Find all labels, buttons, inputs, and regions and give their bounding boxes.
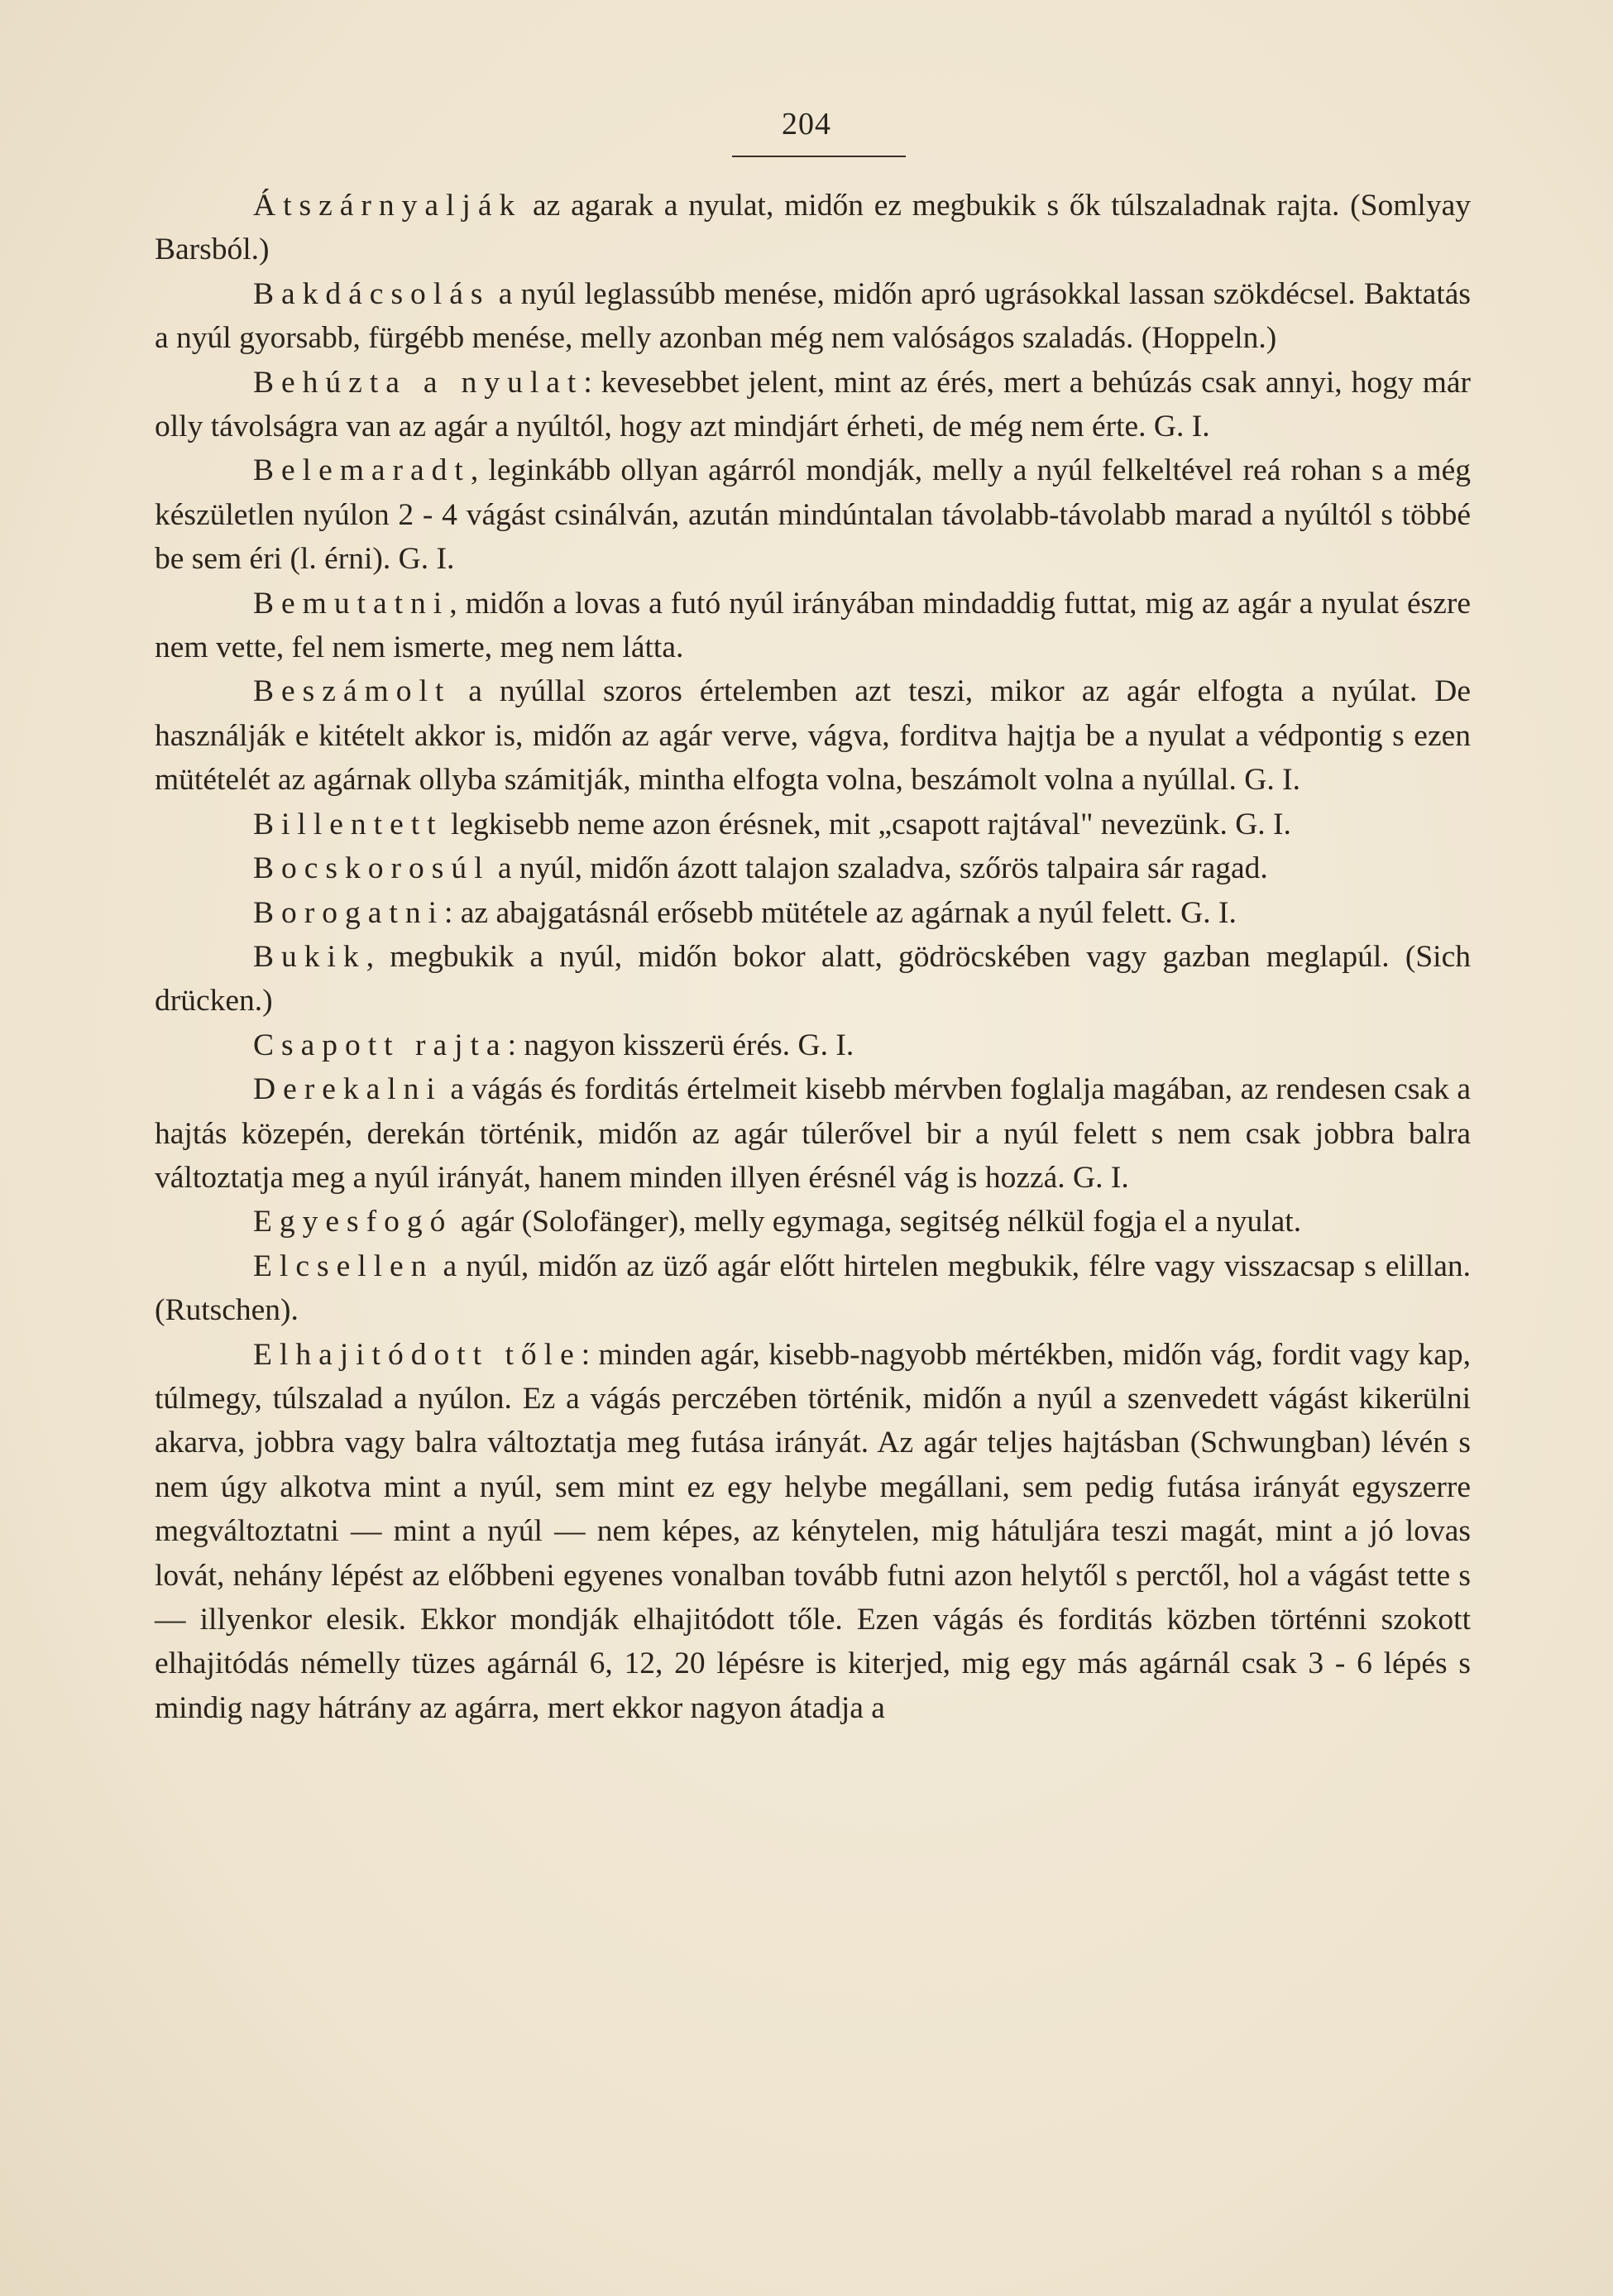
- entry-term: Belemaradt: [253, 453, 471, 488]
- entry-term: Elcsellen: [253, 1249, 434, 1283]
- page-number: 204: [782, 107, 831, 141]
- entry-term: Csapott rajta: [253, 1028, 508, 1062]
- entry-text: az agarak a nyulat, midőn ez megbukik s ők túlszaladnak rajta. (Somlyay Barsból.): [155, 189, 1471, 267]
- entry-text: a nyúl, midőn az üző agár előtt hirtelen megbukik, félre vagy visszacsap s elillan. (Rutschen).: [155, 1249, 1471, 1328]
- dictionary-entry: [155, 361, 1471, 449]
- entry-text: agár (Solofänger), melly egymaga, segitség nélkül fogja el a nyulat.: [452, 1205, 1302, 1239]
- dictionary-entry: [155, 1067, 1471, 1200]
- entry-text: legkisebb neme azon érésnek, mit „csapott rajtával" nevezünk. G. I.: [443, 807, 1291, 841]
- entry-text: , midőn a lovas a futó nyúl irányában mindaddig futtat, mig az agár a nyulat észre nem vette, fel nem ismerte, meg nem látta.: [155, 586, 1471, 665]
- dictionary-entry: [155, 448, 1471, 581]
- entry-text: : az abajgatásnál erősebb mütétele az agárnak a nyúl felett. G. I.: [443, 895, 1237, 930]
- entry-term: Bemutatni: [253, 586, 450, 621]
- dictionary-entry: [155, 184, 1471, 272]
- dictionary-entry: [155, 803, 1471, 846]
- dictionary-entry: [155, 1200, 1471, 1244]
- entry-text: a vágás és forditás értelmeit kisebb mérvben foglalja magában, az rendesen csak a hajtás közepén, derekán történik, midőn az agár túlerővel bir a nyúl felett s nem csak jobbra balra változtatja meg a nyúl irányát, hanem minden illyen érésnél vág is hozzá. G. I.: [155, 1072, 1471, 1195]
- dictionary-entry: [155, 669, 1471, 802]
- entry-term: Elhajitódott tőle: [253, 1337, 582, 1372]
- dictionary-entry: [155, 891, 1471, 935]
- header-rule: [732, 156, 906, 157]
- entry-text: a nyúl, midőn ázott talajon szaladva, szőrös talpaira sár ragad.: [490, 851, 1268, 886]
- entry-term: Billentett: [253, 807, 443, 841]
- entry-term: Derekalni: [253, 1072, 443, 1107]
- entry-term: Bukik: [253, 939, 366, 974]
- dictionary-entry: [155, 1244, 1471, 1333]
- dictionary-entry: [155, 846, 1471, 890]
- dictionary-entry: [155, 272, 1471, 361]
- entry-term: Bocskorosúl: [253, 851, 491, 886]
- entry-term: Beszámolt: [253, 674, 452, 709]
- entry-term: Behúzta a nyulat: [253, 365, 584, 400]
- dictionary-body: [155, 184, 1471, 1730]
- entry-term: Bakdácsolás: [253, 276, 491, 311]
- entry-term: Átszárnyalják: [253, 189, 523, 223]
- entry-text: , leginkább ollyan agárról mondják, melly a nyúl felkeltével reá rohan s a még készületlen nyúlon 2 - 4 vágást csinálván, azután mindúntalan távolabb-távolabb marad a nyúltól s többé be sem éri (l. érni). G. I.: [155, 453, 1471, 577]
- entry-text: a nyúllal szoros értelemben azt teszi, mikor az agár elfogta a nyúlat. De használják e kitételt akkor is, midőn az agár verve, vágva, forditva hajtja be a nyulat a védpontig s ezen mütételét az agárnak ollyba számitják, mintha elfogta volna, beszámolt volna a nyúllal. G. I.: [155, 674, 1471, 798]
- entry-text: a nyúl leglassúbb menése, midőn apró ugrásokkal lassan szökdécsel. Baktatás a nyúl gyorsabb, fürgébb menése, melly azonban még nem valóságos szaladás. (Hoppeln.): [155, 276, 1471, 356]
- dictionary-entry: [155, 582, 1471, 670]
- dictionary-entry: [155, 935, 1471, 1023]
- entry-term: Egyesfogó: [253, 1205, 453, 1239]
- entry-text: : nagyon kisszerü érés. G. I.: [507, 1028, 854, 1062]
- dictionary-entry: [155, 1333, 1471, 1731]
- entry-text: : minden agár, kisebb-nagyobb mértékben, midőn vág, fordit vagy kap, túlmegy, túlszalad a nyúlon. Ez a vágás perczében történik, midőn a nyúl a szenvedett vágást kikerülni akarva, jobbra vagy balra változtatja meg futása irányát. Az agár teljes hajtásban (Schwungban) lévén s nem úgy alkotva mint a nyúl, sem mint ez egy helybe megállani, sem pedig futása irányát egyszerre megváltoztatni — mint a nyúl — nem képes, az kénytelen, mig hátuljára teszi magát, mint a jó lovas lovát, nehány lépést az előbbeni egyenes vonalban tovább futni azon helytől s perctől, hol a vágást tette s — illyenkor elesik. Ekkor mondják elhajitódott tőle. Ezen vágás és forditás közben történni szokott elhajitódás némelly tüzes agárnál 6, 12, 20 lépésre is kiterjed, mig egy más agárnál csak 3 - 6 lépés s mindig nagy hátrány az agárra, mert ekkor nagyon átadja a: [155, 1337, 1472, 1725]
- entry-term: Borogatni: [253, 895, 444, 930]
- entry-text: , megbukik a nyúl, midőn bokor alatt, gödröcskében vagy gazban meglapúl. (Sich drücken.): [155, 939, 1471, 1019]
- entry-text: : kevesebbet jelent, mint az érés, mert a behúzás csak annyi, hogy már olly távolságra van az agár a nyúltól, hogy azt mindjárt érheti, de még nem érte. G. I.: [155, 365, 1471, 444]
- dictionary-entry: [155, 1023, 1471, 1067]
